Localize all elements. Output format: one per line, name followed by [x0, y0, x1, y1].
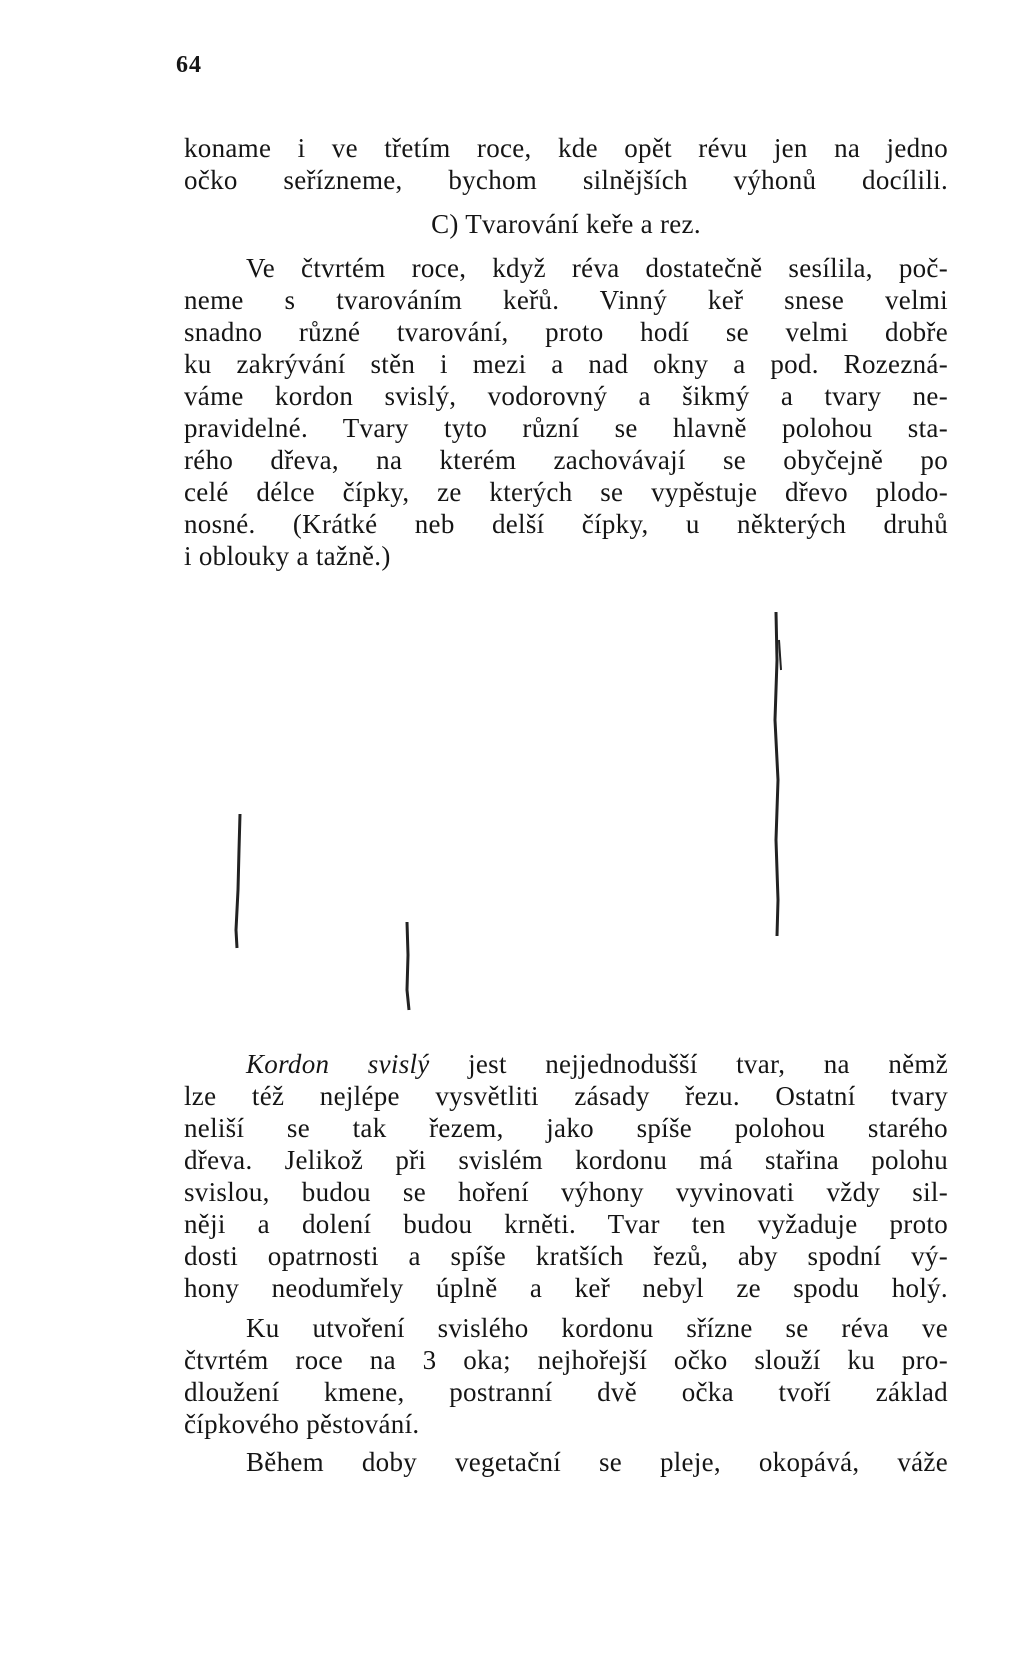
text-line: neme s tvarováním keřů. Vinný keř snese velmi	[184, 285, 948, 315]
text-line: očko seřízneme, bychom silnějších výhonů docílili.	[184, 165, 948, 195]
text-line: něji a dolení budou krněti. Tvar ten vyžaduje proto	[184, 1209, 948, 1239]
text-line: neliší se tak řezem, jako spíše polohou starého	[184, 1113, 948, 1143]
text-line	[246, 1048, 948, 1080]
kordon-figure	[0, 600, 1024, 1020]
text-line: lze též nejlépe vysvětliti zásady řezu. Ostatní tvary	[184, 1081, 948, 1111]
text-line: nosné. (Krátké neb delší čípky, u některých druhů	[184, 509, 948, 539]
text-line: dloužení kmene, postranní dvě očka tvoří základ	[184, 1377, 948, 1407]
text-line: hony neodumřely úplně a keř nebyl ze spodu holý.	[184, 1273, 948, 1303]
text-line: Ve čtvrtém roce, když réva dostatečně sesílila, poč-	[246, 253, 948, 283]
vine-stem-left	[236, 814, 240, 948]
text-line: rého dřeva, na kterém zachovávají se obyčejně po	[184, 445, 948, 475]
vine-stem-middle	[407, 922, 409, 1010]
vine-shoot-right	[779, 640, 781, 670]
text-line: i oblouky a tažně.)	[184, 541, 391, 571]
text-line: váme kordon svislý, vodorovný a šikmý a tvary ne-	[184, 381, 948, 411]
text-line: čtvrtém roce na 3 oka; nejhořejší očko slouží ku pro-	[184, 1345, 948, 1375]
text-line: pravidelné. Tvary tyto různí se hlavně polohou sta-	[184, 413, 948, 443]
text-span: jest nejjednodušší tvar, na němž	[468, 1049, 948, 1079]
text-line: dosti opatrnosti a spíše kratších řezů, aby spodní vý-	[184, 1241, 948, 1271]
text-line: celé délce čípky, ze kterých se vypěstuje dřevo plodo-	[184, 477, 948, 507]
text-line: snadno různé tvarování, proto hodí se velmi dobře	[184, 317, 948, 347]
text-line: dřeva. Jelikož při svislém kordonu má stařina polohu	[184, 1145, 948, 1175]
text-line: ku zakrývání stěn i mezi a nad okny a pod. Rozezná-	[184, 349, 948, 379]
text-line: Během doby vegetační se pleje, okopává, váže	[246, 1447, 948, 1477]
text-line: svislou, budou se hoření výhony vyvinovati vždy sil-	[184, 1177, 948, 1207]
text-line: čípkového pěstování.	[184, 1409, 420, 1439]
text-line: Ku utvoření svislého kordonu sřízne se réva ve	[246, 1313, 948, 1343]
kordon-term: Kordon svislý	[246, 1049, 430, 1079]
page-number: 64	[176, 52, 202, 78]
text-line: koname i ve třetím roce, kde opět révu jen na jedno	[184, 133, 948, 163]
section-heading: C) Tvarování keře a rez.	[431, 209, 701, 239]
vine-stem-right	[775, 612, 778, 936]
